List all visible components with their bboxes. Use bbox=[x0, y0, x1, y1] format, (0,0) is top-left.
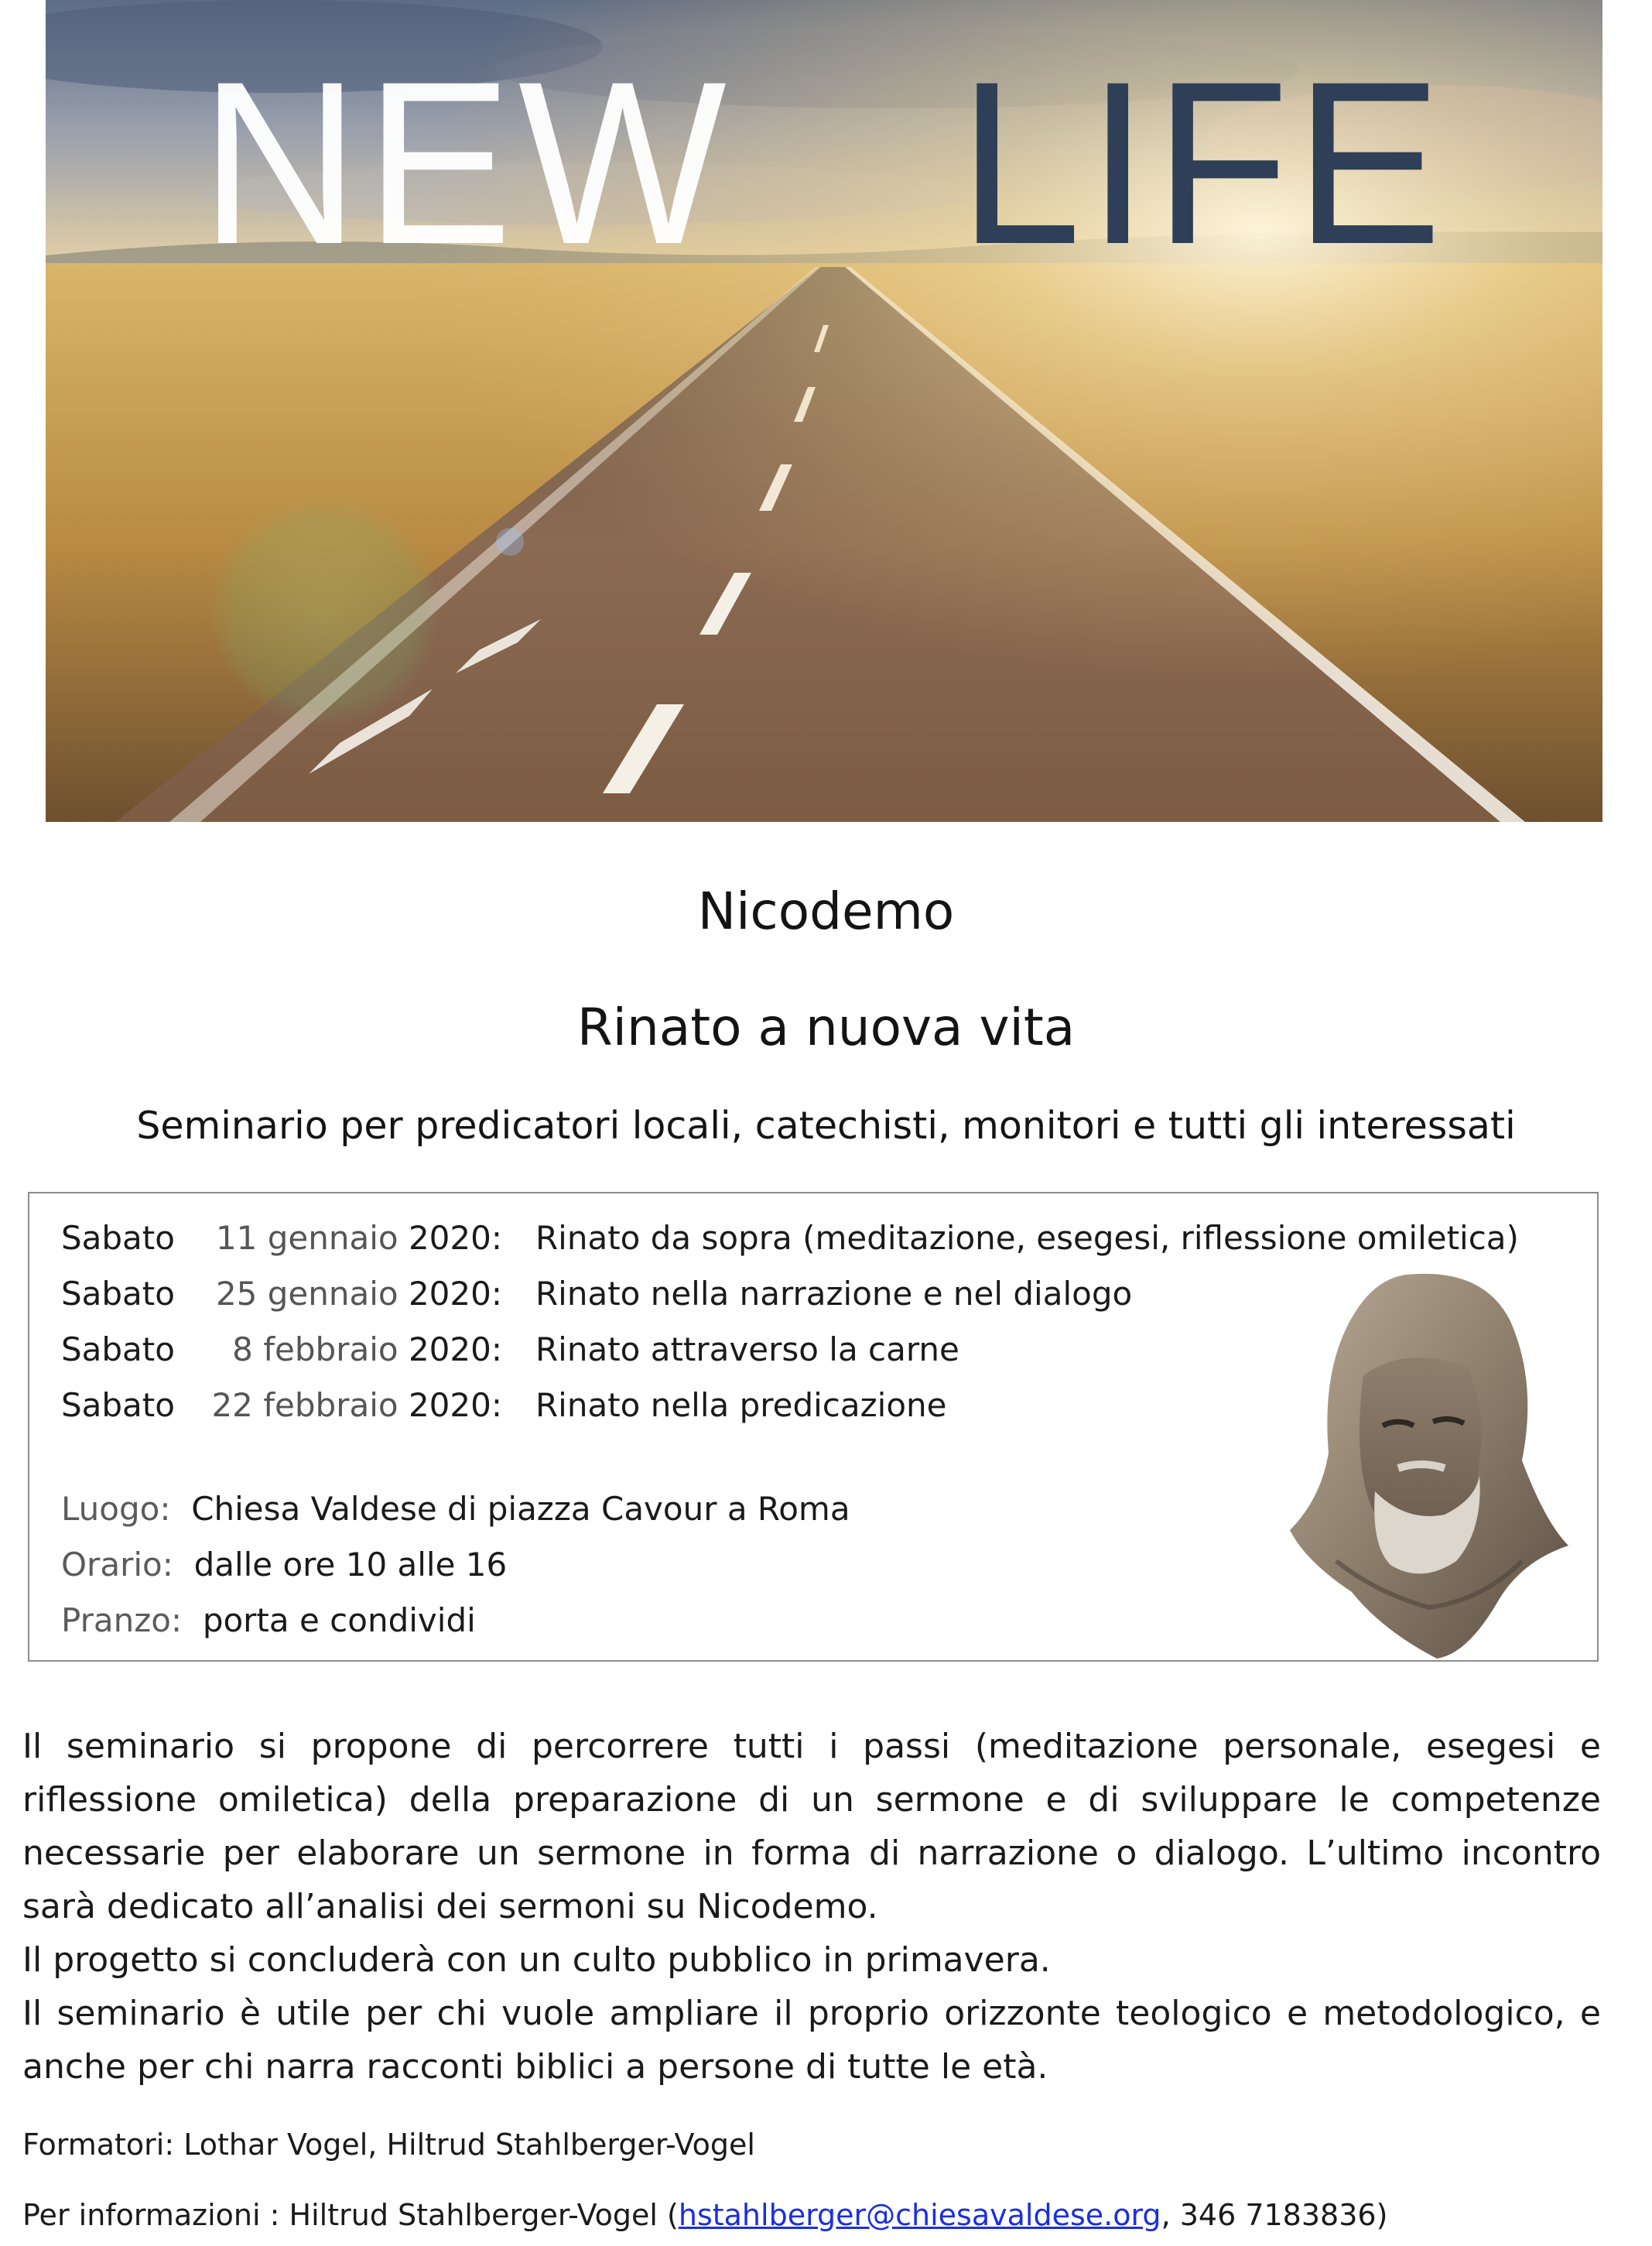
schedule-topic: Rinato attraverso la carne bbox=[535, 1330, 959, 1368]
place-line bbox=[61, 1486, 850, 1532]
contact-email-link[interactable]: hstahlberger@chiesavaldese.org bbox=[678, 2198, 1161, 2232]
page-title: Nicodemo bbox=[697, 882, 955, 941]
description-paragraph: Il progetto si concluderà con un culto pubblico in primavera. bbox=[22, 1940, 1051, 1980]
audience-line: Seminario per predicatori locali, catechisti, monitori e tutti gli interessati bbox=[136, 1104, 1516, 1148]
page-subtitle-main: Rinato a nuova vita bbox=[576, 998, 1076, 1057]
schedule-date: 8 febbraio 2020: bbox=[232, 1330, 502, 1368]
description-paragraph: Il seminario è utile per chi vuole ampliare il proprio orizzonte teologico e metodologico, e anche per chi narra racconti biblici a persone di tutte le età. bbox=[22, 1994, 1601, 2087]
schedule-day: Sabato bbox=[61, 1330, 175, 1368]
hero-word-life: LIFE bbox=[959, 33, 1448, 293]
lunch-label: Pranzo: bbox=[61, 1601, 183, 1639]
schedule-topic: Rinato nella predicazione bbox=[535, 1386, 947, 1424]
time-label: Orario: bbox=[61, 1546, 173, 1583]
time-line bbox=[61, 1542, 507, 1588]
schedule-date: 11 gennaio 2020: bbox=[215, 1219, 502, 1257]
schedule-date: 22 febbraio 2020: bbox=[211, 1386, 502, 1424]
schedule-day: Sabato bbox=[61, 1219, 175, 1257]
contact-line bbox=[22, 2196, 1387, 2234]
place-label: Luogo: bbox=[61, 1490, 171, 1528]
lunch-value: porta e condividi bbox=[202, 1601, 476, 1639]
lunch-line bbox=[61, 1597, 476, 1644]
schedule-topic: Rinato nella narrazione e nel dialogo bbox=[535, 1275, 1133, 1313]
time-value: dalle ore 10 alle 16 bbox=[193, 1546, 508, 1583]
nicodemus-portrait-image bbox=[1290, 1267, 1568, 1659]
trainers-line: Formatori: Lothar Vogel, Hiltrud Stahlberger-Vogel bbox=[22, 2128, 755, 2162]
description-text bbox=[22, 1720, 1601, 2094]
schedule-date: 25 gennaio 2020: bbox=[215, 1275, 502, 1313]
schedule-day: Sabato bbox=[61, 1275, 175, 1313]
hero-title bbox=[84, 33, 1563, 293]
schedule-day: Sabato bbox=[61, 1386, 175, 1424]
hero-image bbox=[46, 0, 1602, 822]
schedule-row bbox=[61, 1215, 1593, 1262]
place-value: Chiesa Valdese di piazza Cavour a Roma bbox=[191, 1490, 850, 1528]
contact-prefix: Per informazioni : Hiltrud Stahlberger-Vogel ( bbox=[22, 2198, 679, 2232]
schedule-topic: Rinato da sopra (meditazione, esegesi, riflessione omiletica) bbox=[535, 1219, 1519, 1257]
description-paragraph: Il seminario si propone di percorrere tutti i passi (meditazione personale, esegesi e riflessione omiletica) della preparazione di un sermone e di sviluppare le competenze necessarie per elaborare un sermone in forma di narrazione o dialogo. L’ultimo incontro sarà dedicato all’analisi dei sermoni su Nicodemo. bbox=[22, 1727, 1601, 1926]
hero-word-new: NEW bbox=[200, 33, 733, 293]
contact-suffix: , 346 7183836) bbox=[1161, 2198, 1388, 2232]
